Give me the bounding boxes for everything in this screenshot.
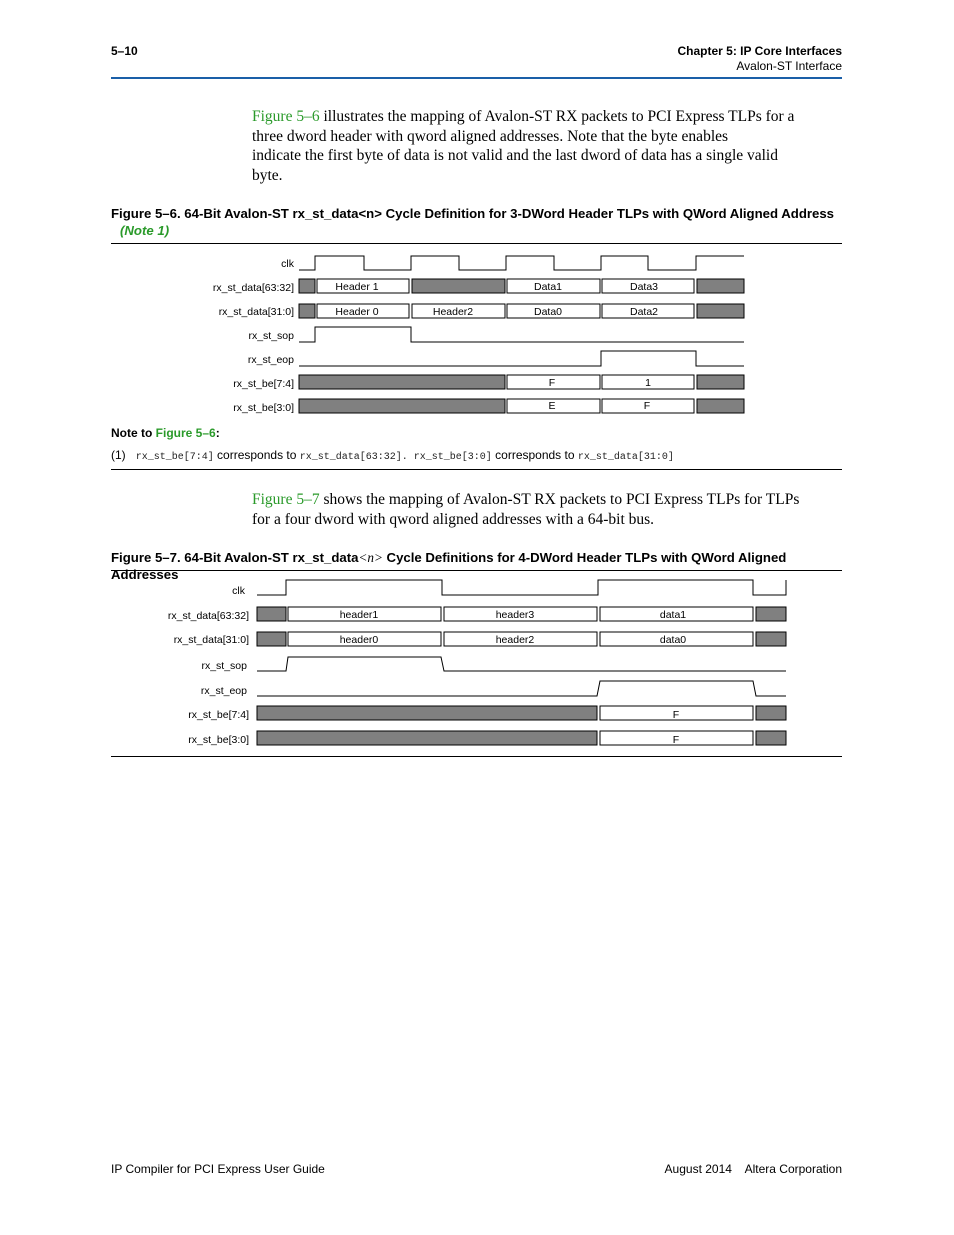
clk-waveform — [257, 580, 786, 595]
cell-text: Data3 — [629, 281, 659, 293]
footer-guide-title: IP Compiler for PCI Express User Guide — [111, 1162, 325, 1176]
fill-segment — [756, 632, 786, 646]
fill-segment — [697, 279, 744, 293]
figure-5-7-title: Figure 5–7. 64-Bit Avalon-ST rx_st_data<n> Cycle Definitions for 4-DWord Header TLPs with QWord Aligned Addresses — [111, 550, 787, 582]
header-rule — [111, 77, 842, 79]
paragraph-2: Figure 5–7 shows the mapping of Avalon-ST RX packets to PCI Express TLPs for TLPs for a four dword with qword aligned addresses with a 64-bit bus. — [252, 491, 800, 528]
cell-text: Header2 — [432, 306, 474, 318]
clk-waveform — [299, 256, 744, 270]
cell-text: Data1 — [533, 281, 563, 293]
figure-5-7-top-rule — [111, 570, 842, 571]
signal-label: rx_st_data[31:0] — [218, 306, 294, 318]
fill-segment — [756, 731, 786, 745]
fill-segment — [299, 279, 315, 293]
fill-segment — [756, 706, 786, 720]
note-1-link[interactable]: (Note 1) — [120, 223, 170, 238]
eop-waveform — [299, 351, 744, 366]
signal-label: rx_st_be[7:4] — [188, 709, 249, 721]
sop-waveform — [299, 327, 744, 342]
cell-text: header3 — [495, 609, 535, 621]
note-title: Note to Figure 5–6: — [111, 426, 220, 440]
eop-waveform — [257, 681, 786, 696]
data-hi-cell-2 — [412, 279, 505, 293]
fill-segment — [756, 607, 786, 621]
fill-segment — [299, 304, 315, 318]
cell-text: data0 — [659, 634, 687, 646]
signal-label: rx_st_eop — [200, 685, 247, 697]
cell-text: Header 1 — [335, 281, 379, 293]
cell-text: F — [643, 400, 651, 412]
cell-text: F — [672, 709, 680, 721]
cell-text: Data0 — [533, 306, 563, 318]
signal-label: rx_st_be[3:0] — [233, 402, 294, 414]
signal-label: clk — [281, 258, 294, 270]
fill-segment — [697, 375, 744, 389]
signal-label: rx_st_be[7:4] — [233, 378, 294, 390]
cell-text: F — [548, 377, 556, 389]
cell-text: header2 — [495, 634, 535, 646]
figure-5-7-link[interactable]: Figure 5–7 — [252, 491, 320, 508]
signal-label: clk — [232, 585, 245, 597]
fill-segment — [697, 304, 744, 318]
cell-text: data1 — [659, 609, 687, 621]
signal-label: rx_st_sop — [248, 330, 294, 342]
signal-label: rx_st_data[63:32] — [212, 282, 294, 294]
fill-segment — [257, 632, 286, 646]
footer-date-company: August 2014 Altera Corporation — [664, 1162, 842, 1176]
fill-segment — [257, 731, 597, 745]
figure-5-6-waveform — [111, 248, 842, 420]
cell-text: Data2 — [629, 306, 659, 318]
cell-text: header0 — [339, 634, 379, 646]
cell-text: 1 — [645, 377, 651, 389]
paragraph-1: Figure 5–6 illustrates the mapping of Avalon-ST RX packets to PCI Express TLPs for a three dword header with qword aligned addresses. Note that the byte enables indicate the first byte of data is not valid and the last dword of data has a single valid byte. — [252, 108, 795, 184]
figure-5-7-bottom-rule — [111, 756, 842, 757]
signal-label: rx_st_be[3:0] — [188, 734, 249, 746]
figure-5-6-bottom-rule — [111, 469, 842, 470]
sop-waveform — [257, 657, 786, 671]
cell-text: Header 0 — [335, 306, 379, 318]
fill-segment — [257, 706, 597, 720]
cell-text: E — [548, 400, 556, 412]
fill-segment — [299, 399, 505, 413]
fill-segment — [697, 399, 744, 413]
signal-label: rx_st_data[31:0] — [173, 634, 249, 646]
note-figure-link[interactable]: Figure 5–6 — [155, 426, 216, 440]
signal-label: rx_st_data[63:32] — [167, 610, 249, 622]
figure-5-6-link[interactable]: Figure 5–6 — [252, 108, 320, 125]
figure-5-6-title: Figure 5–6. 64-Bit Avalon-ST rx_st_data<n> Cycle Definition for 3-DWord Header TLPs with QWord Aligned Address (Note 1) — [111, 206, 835, 238]
page-number: 5–10 — [111, 44, 138, 58]
signal-label: rx_st_sop — [201, 660, 247, 672]
fill-segment — [299, 375, 505, 389]
chapter-title: Chapter 5: IP Core Interfaces — [677, 44, 842, 58]
figure-5-7-waveform — [111, 575, 842, 753]
section-title: Avalon-ST Interface — [736, 59, 842, 73]
cell-text: F — [672, 734, 680, 746]
signal-label: rx_st_eop — [247, 354, 294, 366]
note-body: (1) rx_st_be[7:4] corresponds to rx_st_data[63:32]. rx_st_be[3:0] corresponds to rx_st_data[31:0] — [111, 448, 674, 463]
fill-segment — [257, 607, 286, 621]
figure-5-6-top-rule — [111, 243, 842, 244]
cell-text: header1 — [339, 609, 379, 621]
